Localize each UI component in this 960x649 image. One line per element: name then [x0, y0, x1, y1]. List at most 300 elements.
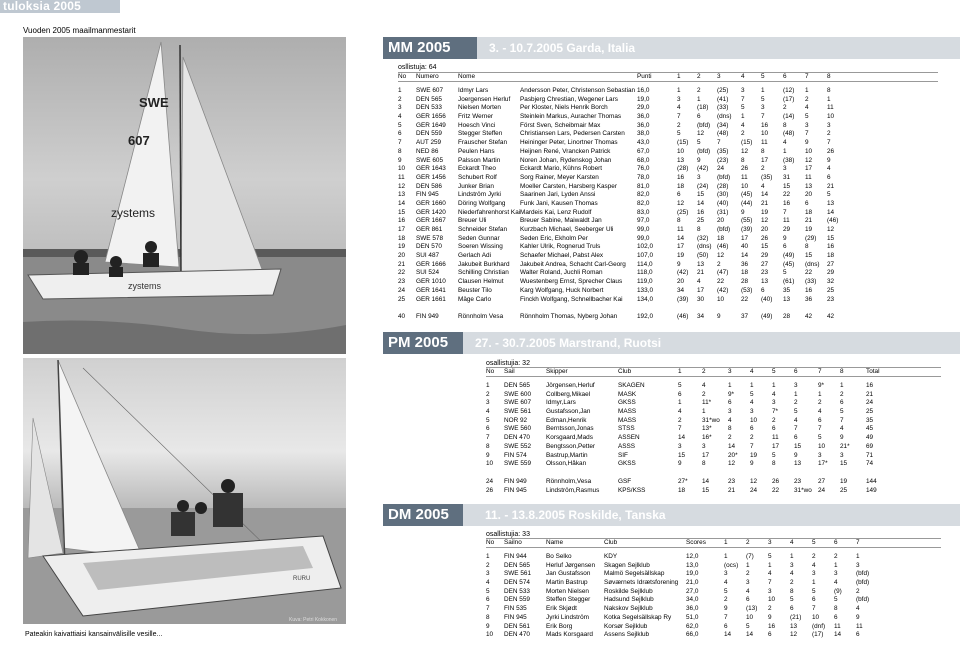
mm-cell: Stegger Steffen	[458, 130, 503, 138]
pm-cell: 13*	[702, 425, 712, 433]
mm-cell: 4	[783, 139, 787, 147]
mm-cell: FIN 945	[416, 191, 439, 199]
dm-title: DM 2005	[383, 504, 463, 526]
mm-cell: 8	[741, 156, 745, 164]
pm-cell: 9	[840, 434, 844, 442]
mm-cell: (35)	[717, 147, 729, 155]
sail-number: 607	[128, 133, 150, 148]
pm-cell: 7	[840, 416, 844, 424]
mm-cell: 29	[827, 269, 835, 277]
mm-cell: 18	[398, 234, 406, 242]
mm-cell: 11	[805, 173, 812, 181]
pm-cell: 25	[840, 486, 848, 494]
mm-cell: (12)	[783, 87, 795, 94]
mm-cell: 30	[697, 295, 705, 303]
dm-cell: Roskilde Sejlklub	[604, 587, 653, 595]
dm-table-row	[486, 596, 941, 605]
mm-cell: 15	[783, 182, 791, 190]
mm-cell: (bfd)	[697, 121, 711, 129]
mm-cell: 13	[783, 295, 791, 303]
pm-cell: Olsson,Håkan	[546, 460, 587, 468]
mm-cell: 43,0	[637, 139, 650, 147]
mm-cell: 12	[717, 252, 725, 260]
pm-cell: 15	[794, 442, 802, 450]
mm-cell: 14	[398, 199, 406, 207]
mm-cell: 13	[827, 199, 835, 207]
dm-cell: (7)	[746, 553, 754, 560]
mm-cell: (24)	[697, 182, 709, 190]
mm-cell: Andersson Peter, Christenson Sebastian	[520, 87, 636, 94]
pm-cell: 19	[750, 451, 758, 459]
dm-cell: (17)	[812, 631, 824, 639]
mm-table-row	[398, 252, 938, 261]
dm-cell: 7	[724, 613, 728, 621]
mm-cell: (29)	[805, 234, 817, 242]
dm-cell: 1	[790, 553, 794, 560]
mm-cell: 11	[783, 217, 790, 225]
mm-cell: 2	[697, 87, 701, 94]
mm-cell: GER 1649	[416, 121, 446, 129]
mm-cell: 14	[761, 191, 769, 199]
mm-cell: 5	[805, 113, 809, 121]
dm-cell: Erik Skjødt	[546, 605, 577, 613]
mm-cell: 8	[827, 87, 831, 94]
mm-cell: 4	[697, 278, 701, 286]
pm-cell: 3	[840, 451, 844, 459]
mm-cell: 2	[677, 121, 681, 129]
dm-cell: DEN 470	[504, 631, 530, 639]
mm-cell: 81,0	[637, 182, 650, 190]
mm-cell: 10	[761, 130, 769, 138]
mm-cell: 97,0	[637, 217, 650, 225]
pm-cell: 2	[818, 399, 822, 407]
mm-cell: Beuster Tilo	[458, 286, 492, 294]
mm-cell: Kurzbach Michael, Seeberger Uli	[520, 226, 614, 233]
dm-cell: 8	[834, 605, 838, 613]
pm-cell: No	[486, 367, 495, 375]
mm-cell: 19,0	[637, 95, 650, 103]
sail-sponsor: zystems	[111, 206, 156, 220]
mm-cell: (34)	[717, 121, 729, 129]
mm-cell: DEN 533	[416, 104, 442, 112]
mm-cell: (44)	[741, 199, 753, 207]
dm-cell: 3	[812, 570, 816, 578]
mm-cell: 23	[761, 269, 769, 277]
mm-cell: 17	[677, 243, 685, 251]
dm-cell: Steffen Stegger	[546, 596, 591, 604]
pm-cell: 9	[486, 451, 490, 459]
pm-cell: 3	[728, 367, 732, 375]
dm-cell: 12,0	[686, 553, 699, 560]
mm-cell: 16	[761, 121, 769, 129]
pm-cell: 31*wo	[794, 486, 812, 494]
mm-cell: 36	[741, 260, 749, 268]
mm-cell: 1	[761, 87, 765, 94]
mm-cell: 6	[783, 72, 787, 80]
mm-cell: (bfd)	[717, 173, 731, 181]
mm-cell: (25)	[677, 208, 689, 216]
mm-participants: osllistuja: 64	[398, 64, 437, 71]
pm-cell: 4	[840, 425, 844, 433]
pm-cell: 10	[818, 442, 826, 450]
mm-cell: 14	[741, 252, 749, 260]
mm-cell: 11	[761, 139, 768, 147]
pm-cell: 3	[728, 408, 732, 416]
mm-cell: Nome	[458, 72, 476, 80]
dm-table-row	[486, 579, 941, 588]
mm-cell: GER 1661	[416, 295, 446, 303]
pm-cell: 1	[728, 382, 732, 389]
mm-cell: 16,0	[637, 87, 650, 94]
mm-cell: 7	[805, 72, 809, 80]
mm-cell: 82,0	[637, 191, 650, 199]
mm-cell: 6	[827, 173, 831, 181]
mm-cell: Eckardt Theo	[458, 165, 496, 173]
mm-cell: 6	[697, 113, 701, 121]
pm-cell: FIN 574	[504, 451, 527, 459]
mm-cell: 19	[761, 208, 769, 216]
pm-cell: 3	[750, 408, 754, 416]
mm-cell: 19	[398, 243, 406, 251]
mm-cell: 2	[827, 130, 831, 138]
pm-cell: 1	[840, 382, 844, 389]
dm-cell: 1	[724, 553, 728, 560]
mm-cell: 28	[741, 278, 749, 286]
mm-cell: Jakubeit Burkhard	[458, 260, 510, 268]
dm-cell: 62,0	[686, 622, 699, 630]
mm-cell: 29	[783, 226, 791, 233]
dm-cell: 6	[834, 613, 838, 621]
mm-cell: GER 861	[416, 226, 443, 233]
pm-banner	[383, 332, 960, 354]
pm-cell: 4	[750, 399, 754, 407]
mm-cell: 19	[677, 252, 685, 260]
dm-cell: 4	[486, 579, 490, 587]
mm-cell: Frauscher Stefan	[458, 139, 508, 147]
mm-cell: (33)	[717, 104, 729, 112]
mm-cell: DEN 565	[416, 95, 442, 103]
mm-cell: Heininger Peter, Linortner Thomas	[520, 139, 618, 147]
mm-cell: 9	[783, 234, 787, 242]
pm-cell: Club	[618, 367, 632, 375]
mm-cell: 21	[805, 217, 813, 225]
dm-cell: 27,0	[686, 587, 699, 595]
mm-cell: (46)	[717, 243, 729, 251]
dm-cell: 16	[768, 622, 776, 630]
mm-cell: 36,0	[637, 113, 650, 121]
mm-cell: SUI 487	[416, 252, 440, 260]
mm-cell: 26	[761, 234, 769, 242]
pm-cell: MASK	[618, 390, 637, 398]
pm-cell: 21	[728, 486, 736, 494]
pm-cell: 2	[702, 390, 706, 398]
dm-cell: 2	[812, 553, 816, 560]
mm-cell: 3	[677, 95, 681, 103]
mm-date: 3. - 10.7.2005 Garda, Italia	[489, 41, 636, 55]
dm-cell: Assens Sejlklub	[604, 631, 650, 639]
pm-cell: 9	[678, 460, 682, 468]
dm-cell: FIN 535	[504, 605, 527, 613]
pm-cell: 2	[750, 434, 754, 442]
mm-table-row	[398, 122, 938, 131]
pm-cell: 24	[750, 486, 758, 494]
pm-cell: 24	[818, 486, 826, 494]
pm-table-row	[486, 487, 941, 496]
pm-cell: 24	[866, 399, 874, 407]
dm-cell: 7	[812, 605, 816, 613]
dm-cell: Malmö Segelsällskap	[604, 570, 665, 578]
mm-cell: 12	[827, 226, 835, 233]
pm-cell: 1	[678, 367, 682, 375]
pm-cell: 7	[818, 367, 822, 375]
mm-cell: Lindström Jyrki	[458, 191, 501, 199]
dm-cell: 4	[724, 579, 728, 587]
mm-cell: 119,0	[637, 278, 653, 286]
pm-cell: 144	[866, 477, 877, 485]
pm-cell: 71	[866, 451, 874, 459]
pm-cell: 26	[772, 477, 780, 485]
mm-cell: 10	[741, 182, 749, 190]
mm-cell: 42	[805, 313, 813, 321]
pm-cell: SWE 559	[504, 460, 531, 468]
mm-cell: 2	[761, 165, 765, 173]
mm-cell: 5	[697, 139, 701, 147]
mm-cell: 4	[398, 113, 402, 121]
dm-cell: 5	[746, 622, 750, 630]
pm-cell: 15	[840, 460, 848, 468]
mm-cell: Först Sven, Scheibmair Max	[520, 121, 601, 129]
pm-cell: 35	[866, 416, 874, 424]
pm-cell: 7	[678, 425, 682, 433]
mm-cell: 10	[717, 295, 725, 303]
pm-cell: 1	[750, 382, 754, 389]
dm-cell: Mads Korsgaard	[546, 631, 593, 639]
dm-cell: 5	[486, 587, 490, 595]
mm-cell: 118,0	[637, 269, 653, 277]
mm-cell: 22	[783, 191, 791, 199]
mm-cell: Mardeis Kai, Lenz Rudolf	[520, 208, 592, 216]
mm-cell: 99,0	[637, 226, 650, 233]
pm-cell: 4	[794, 416, 798, 424]
mm-cell: (18)	[697, 104, 709, 112]
pm-cell: 3	[772, 399, 776, 407]
dm-cell: 9	[856, 613, 860, 621]
dm-cell: 21,0	[686, 579, 699, 587]
mm-cell: No	[398, 72, 407, 80]
mm-cell: (38)	[783, 156, 795, 164]
mm-cell: 9	[805, 139, 809, 147]
mm-cell: 18	[717, 234, 725, 242]
mm-cell: (48)	[783, 130, 795, 138]
mm-cell: 3	[783, 165, 787, 173]
mm-cell: (49)	[761, 313, 773, 321]
dm-cell: 14	[834, 631, 842, 639]
mm-cell: 12	[761, 217, 769, 225]
mm-cell: 8	[677, 217, 681, 225]
mm-cell: 6	[677, 191, 681, 199]
pm-cell: 26	[486, 486, 494, 494]
mm-cell: DEN 570	[416, 243, 442, 251]
pm-table-row	[486, 425, 941, 434]
mm-cell: Seden Gunnar	[458, 234, 500, 242]
dm-cell: Herluf Jørgensen	[546, 561, 596, 569]
pm-cell: 18	[678, 486, 686, 494]
mm-cell: 5	[761, 95, 765, 103]
mm-cell: 4	[761, 182, 765, 190]
dm-cell: 1	[768, 561, 772, 569]
mm-cell: SWE 605	[416, 156, 443, 164]
pm-cell: 2	[678, 416, 682, 424]
mm-cell: 27	[761, 260, 769, 268]
mm-cell: 3	[697, 173, 701, 181]
dm-cell: 14	[746, 631, 754, 639]
dm-date: 11. - 13.8.2005 Roskilde, Tanska	[485, 508, 666, 522]
pm-cell: Skipper	[546, 367, 568, 375]
pm-cell: 8	[772, 460, 776, 468]
dm-cell: 10	[746, 613, 754, 621]
dm-cell: 10	[486, 631, 494, 639]
mm-cell: 76,0	[637, 165, 650, 173]
dm-cell: 13	[790, 622, 798, 630]
mm-cell: 15	[398, 208, 406, 216]
dm-cell: 4	[790, 570, 794, 578]
pm-cell: 9	[794, 451, 798, 459]
dm-cell: 1	[812, 579, 816, 587]
mm-cell: 37	[741, 313, 749, 321]
mm-cell: 23	[398, 278, 406, 286]
mm-cell: 38,0	[637, 130, 650, 138]
mm-cell: 5	[761, 72, 765, 80]
pm-title: PM 2005	[383, 332, 463, 354]
mm-cell: 12	[697, 130, 705, 138]
dm-cell: (ocs)	[724, 561, 739, 569]
mm-cell: 1	[783, 147, 787, 155]
dm-cell: No	[486, 538, 495, 546]
mm-cell: 11	[741, 173, 748, 181]
mm-cell: 34	[677, 286, 685, 294]
dm-cell: 6	[812, 596, 816, 604]
mm-cell: 9	[827, 156, 831, 164]
mm-cell: 7	[398, 139, 402, 147]
mm-header-row	[398, 72, 938, 82]
mm-cell: GER 1667	[416, 217, 446, 225]
pm-cell: 6	[794, 367, 798, 375]
mm-cell: 78,0	[637, 173, 650, 181]
mm-cell: SWE 578	[416, 234, 443, 242]
dm-cell: 7	[768, 579, 772, 587]
pm-cell: 5	[772, 367, 776, 375]
mm-cell: (48)	[717, 130, 729, 138]
mm-cell: Seden Eric, Ekholm Per	[520, 234, 588, 242]
mm-cell: 107,0	[637, 252, 653, 260]
pm-cell: 27	[818, 477, 826, 485]
mm-cell: 2	[398, 95, 402, 103]
pm-table-row	[486, 408, 941, 417]
pm-cell: 27*	[678, 477, 688, 485]
mm-cell: 8	[805, 243, 809, 251]
mm-cell: Nielsen Morten	[458, 104, 501, 112]
dm-cell: 5	[834, 596, 838, 604]
pm-cell: 3	[818, 451, 822, 459]
mm-cell: Schilling Christian	[458, 269, 509, 277]
mm-cell: 16	[783, 199, 791, 207]
dm-cell: Scores	[686, 538, 706, 546]
dm-cell: 3	[486, 570, 490, 578]
pm-cell: 1	[678, 399, 682, 407]
mm-table-row	[398, 209, 938, 218]
mm-cell: 192,0	[637, 313, 653, 321]
dm-cell: 11	[834, 622, 841, 630]
pm-cell: 4	[486, 408, 490, 416]
dm-cell: 19,0	[686, 570, 699, 578]
sailboat-photo-top	[23, 37, 346, 354]
dm-cell: 7	[486, 605, 490, 613]
pm-cell: 5	[840, 408, 844, 416]
photo-credit: Kuva: Petri Kokkonen	[289, 617, 338, 623]
pm-cell: Korsgaard,Mads	[546, 434, 593, 442]
mm-cell: 34	[697, 313, 705, 321]
pm-cell: 2	[840, 390, 844, 398]
pm-table-row	[486, 417, 941, 426]
dm-cell: 2	[834, 553, 838, 560]
mm-cell: 1	[827, 95, 831, 103]
pm-cell: 7	[486, 434, 490, 442]
pm-cell: Total	[866, 367, 880, 375]
mm-cell: (49)	[783, 252, 795, 260]
dm-cell: 4	[746, 587, 750, 595]
mm-cell: (14)	[783, 113, 795, 121]
dm-cell: Jan Gustafsson	[546, 570, 591, 578]
mm-cell: 40	[398, 313, 406, 321]
pm-cell: Jörgensen,Herluf	[546, 382, 595, 389]
pm-cell: 4	[678, 408, 682, 416]
pm-cell: 7	[794, 425, 798, 433]
mm-cell: (dns)	[697, 243, 712, 251]
pm-cell: 69	[866, 442, 874, 450]
mm-cell: 2	[741, 130, 745, 138]
sailboat-illustration	[23, 37, 346, 354]
dm-cell: 9	[486, 622, 490, 630]
mm-cell: 24	[717, 165, 725, 173]
pm-cell: GKSS	[618, 399, 636, 407]
mm-cell: 11	[827, 104, 834, 112]
dm-cell: 6	[856, 631, 860, 639]
mm-table-row	[398, 278, 938, 287]
dm-cell: 5	[724, 587, 728, 595]
bow-name: RURU	[293, 576, 311, 582]
mm-table-row	[398, 183, 938, 192]
pm-cell: 7	[750, 442, 754, 450]
dm-cell: FIN 944	[504, 553, 527, 560]
mm-cell: (39)	[741, 226, 753, 233]
mm-cell: 22	[398, 269, 406, 277]
mm-cell: 2	[805, 95, 809, 103]
mm-table-row	[398, 191, 938, 200]
mm-cell: 4	[677, 104, 681, 112]
dm-cell: Morten Nielsen	[546, 587, 589, 595]
mm-cell: NED 86	[416, 147, 439, 155]
mm-cell: 15	[697, 191, 705, 199]
pm-cell: MASS	[618, 408, 637, 416]
dm-cell: 2	[746, 538, 750, 546]
mm-cell: 17	[805, 165, 813, 173]
mm-cell: 13	[805, 182, 813, 190]
mm-table-row	[398, 130, 938, 139]
pm-cell: 11*	[702, 399, 712, 407]
pm-participants: osallistujia: 32	[486, 360, 530, 367]
dm-cell: 1	[856, 553, 860, 560]
pm-cell: SWE 607	[504, 399, 531, 407]
